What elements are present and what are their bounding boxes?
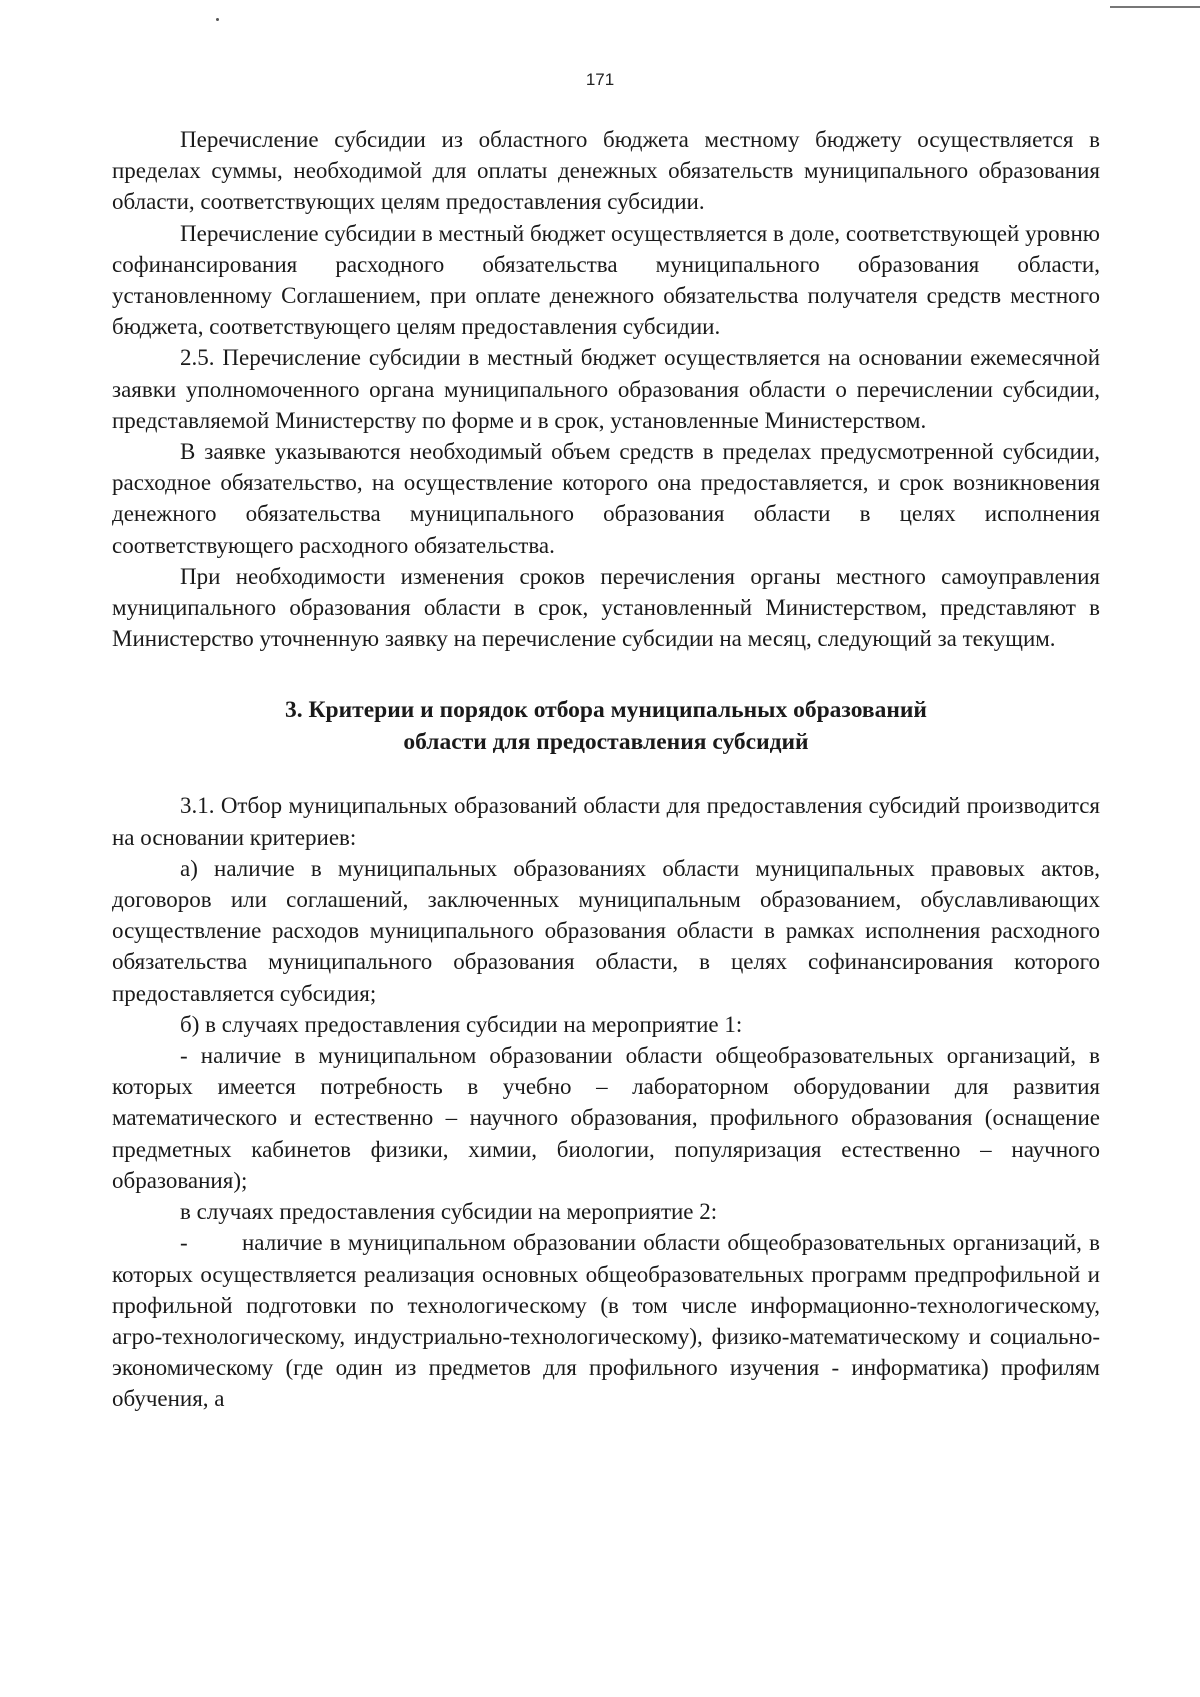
criterion-event-2-item-text: наличие в муниципальном образовании области общеобразовательных организаций, в которых осуществляется реализация основных общеобразовательных программ предпрофильной и профильной подготовки по технологическому (в том числе информационно-технологическому, агро-технологическому, индустриально-технологическому), физико-математическому и социально- экономическому (где один из предметов для профильного изучения - информатика) профилям обучения, а	[112, 1230, 1100, 1412]
criterion-a: а) наличие в муниципальных образованиях области муниципальных правовых актов, договоров или соглашений, заключенных муниципальным образованием, обуславливающих осуществление расходов муниципального образования области в рамках исполнения расходного обязательства муниципального образования области, в целях софинансирования которого предоставляется субсидия;	[112, 855, 1100, 1006]
scan-artifact-dot	[216, 18, 219, 21]
scan-artifact-edge	[1110, 0, 1200, 8]
paragraph-transfer-limits: Перечисление субсидии из областного бюджета местному бюджету осуществляется в пределах суммы, необходимой для оплаты денежных обязательств муниципального образования области, соответствующих целям предоставления субсидии.	[112, 127, 1100, 215]
paragraph-request-contents: В заявке указываются необходимый объем средств в пределах предусмотренной субсидии, расходное обязательство, на осуществление которого она предоставляется, и срок возникновения денежного обязательства муниципального образования области в целях исполнения соответствующего расходного обязательства.	[112, 439, 1100, 558]
section-heading-line-2: области для предоставления субсидий	[403, 729, 809, 756]
section-3-heading	[112, 694, 1100, 758]
list-dash: -	[180, 1230, 188, 1256]
paragraph-transfer-share: Перечисление субсидии в местный бюджет осуществляется в доле, соответствующей уровню софинансирования расходного обязательства муниципального образования области, установленному Соглашением, при оплате денежного обязательства получателя средств местного бюджета, соответствующего целям предоставления субсидии.	[112, 220, 1100, 340]
page-number: 171	[585, 70, 615, 89]
criterion-event-2: в случаях предоставления субсидии на мероприятие 2:	[180, 1199, 718, 1225]
paragraph-3-1-selection: 3.1. Отбор муниципальных образований области для предоставления субсидий производится на основании критериев:	[112, 793, 1100, 850]
paragraph-2-5-monthly-request: 2.5. Перечисление субсидии в местный бюджет осуществляется на основании ежемесячной заявки уполномоченного органа муниципального образования области о перечислении субсидии, представляемой Министерству по форме и в срок, установленные Министерством.	[112, 345, 1100, 433]
criterion-event-2-item	[112, 1227, 1100, 1414]
paragraph-schedule-change: При необходимости изменения сроков перечисления органы местного самоуправления муниципального образования области в срок, установленный Министерством, представляют в Министерство уточненную заявку на перечисление субсидии на месяц, следующий за текущим.	[112, 563, 1100, 652]
criterion-b-event-1: б) в случаях предоставления субсидии на мероприятие 1:	[180, 1011, 743, 1037]
section-heading-line-1: 3. Критерии и порядок отбора муниципальных образований	[285, 697, 927, 724]
document-body	[112, 124, 1100, 1415]
criterion-b-event-1-item: - наличие в муниципальном образовании области общеобразовательных организаций, в которых имеется потребность в учебно – лабораторном оборудовании для развития математического и естественно – научного образования, профильного образования (оснащение предметных кабинетов физики, химии, биологии, популяризация естественно – научного образования);	[112, 1043, 1100, 1193]
